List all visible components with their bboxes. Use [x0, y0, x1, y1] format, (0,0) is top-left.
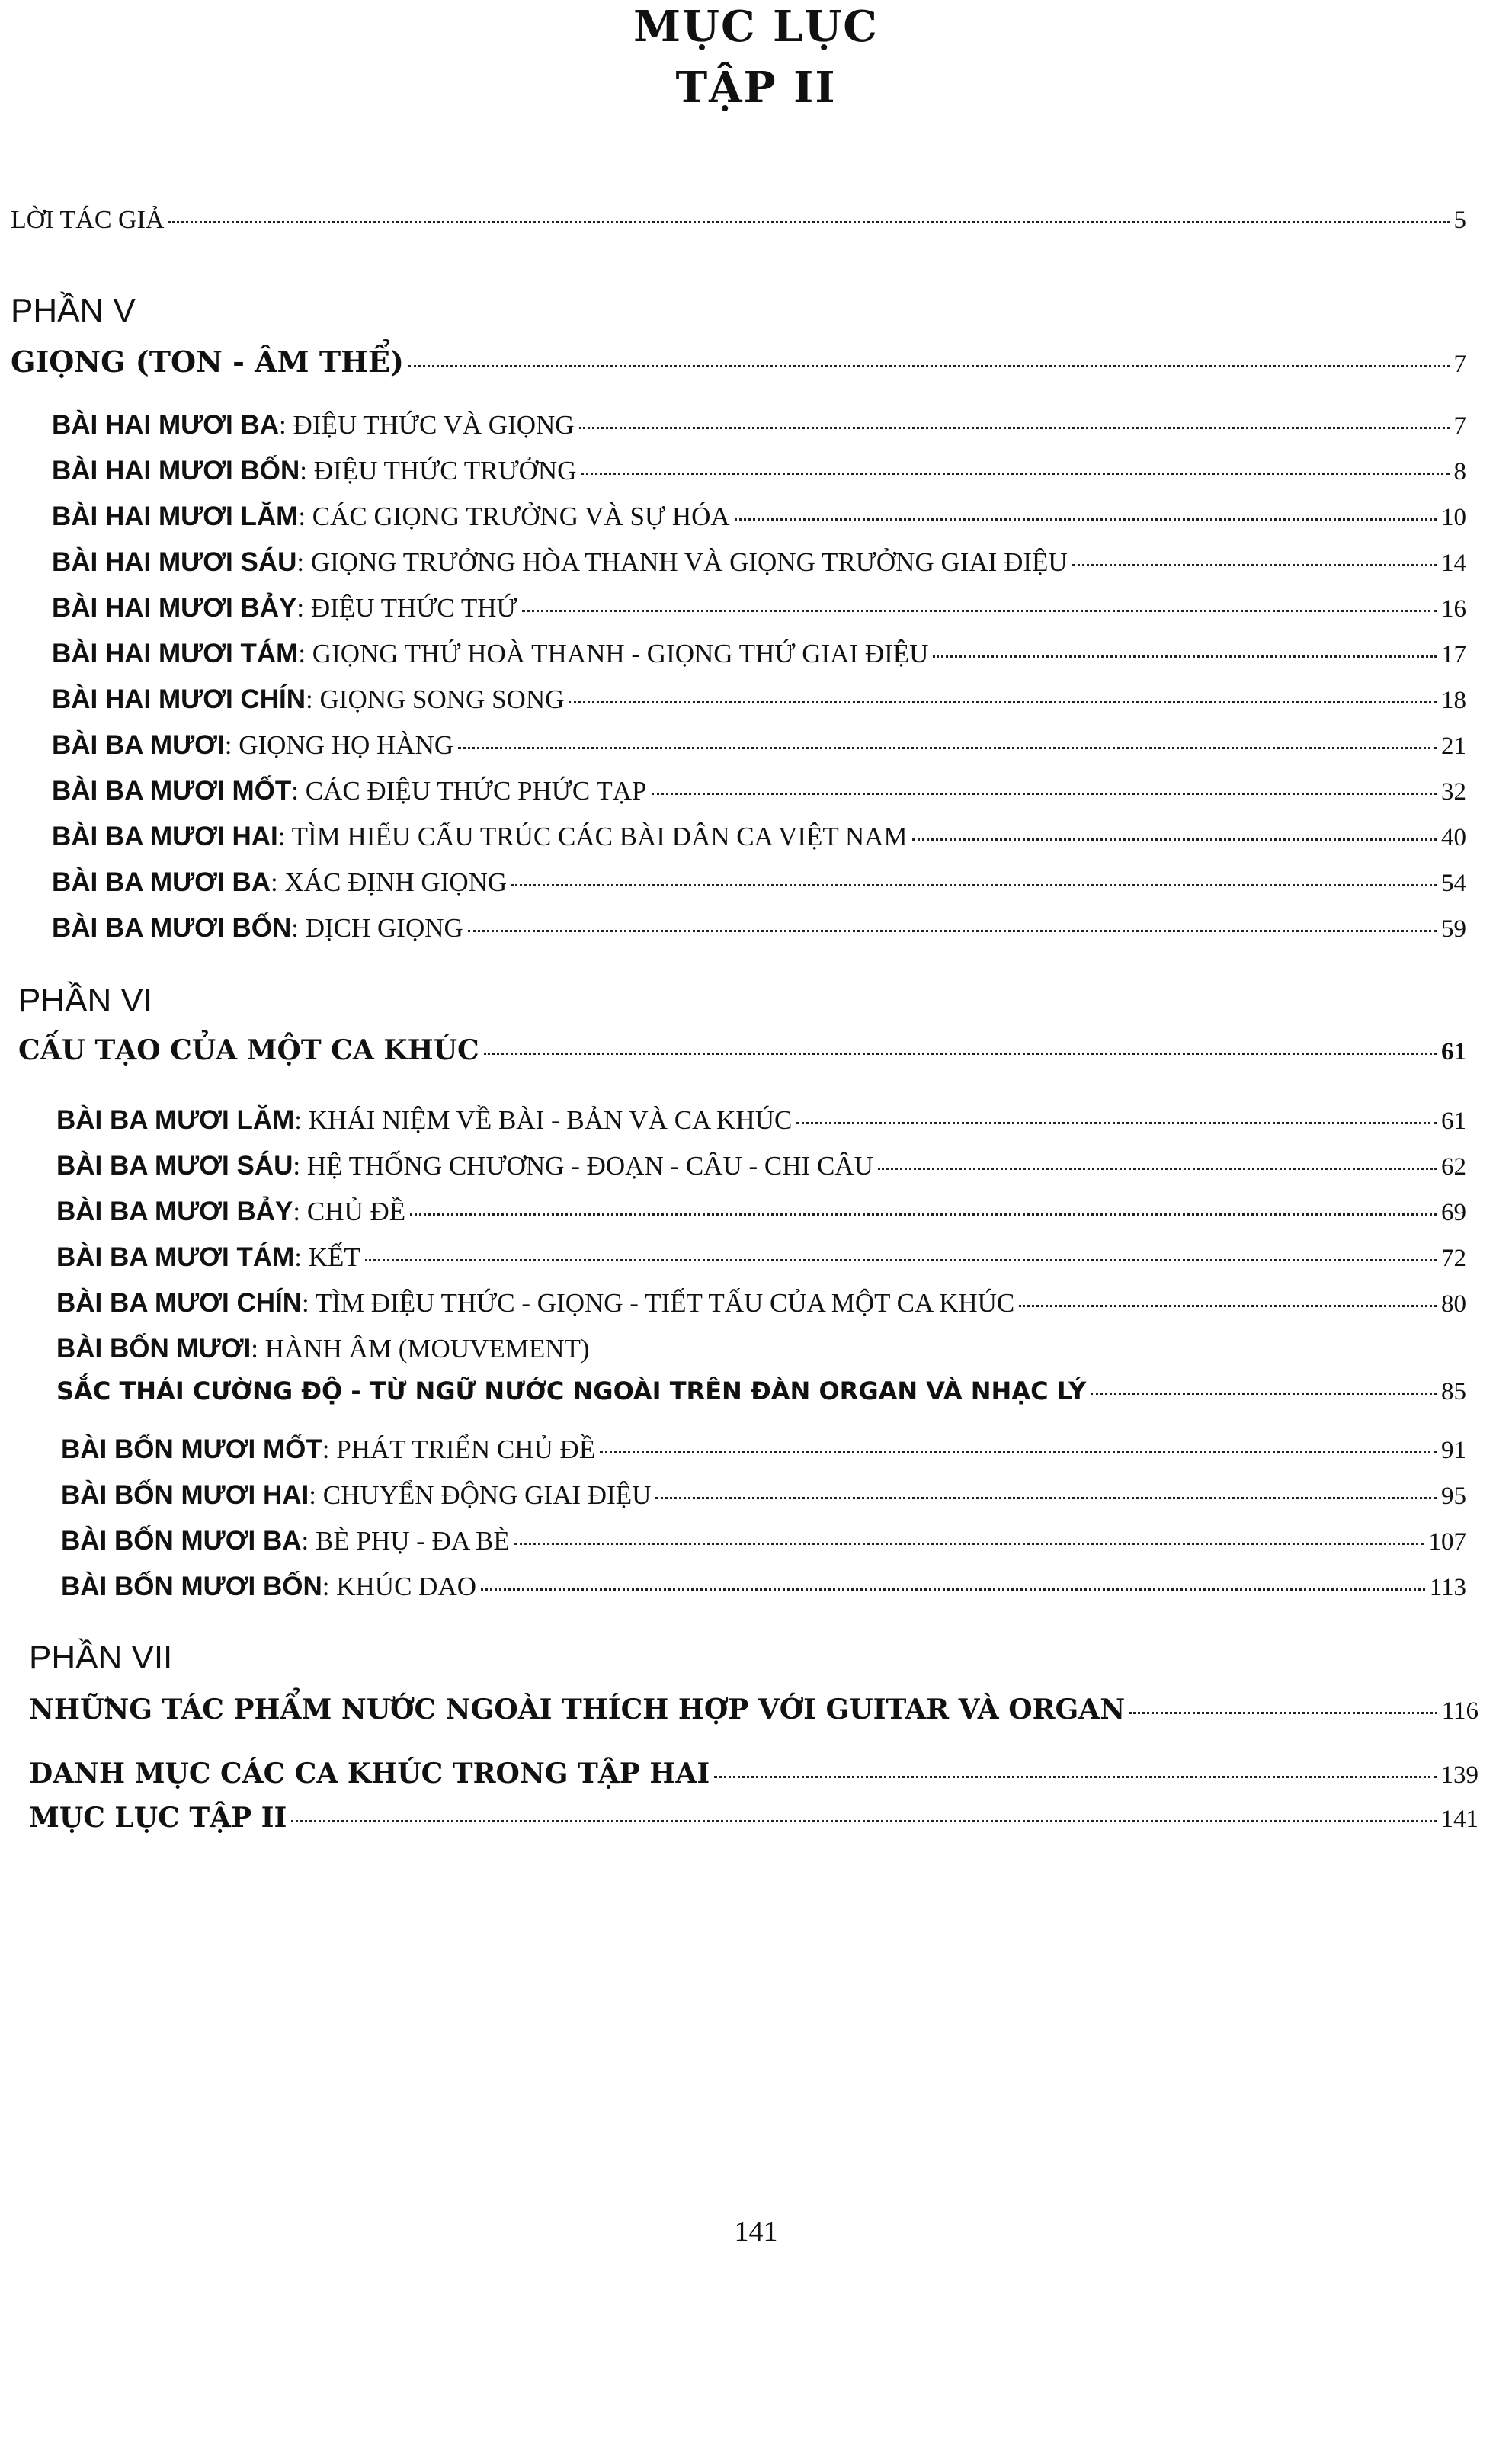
dot-leader [569, 701, 1437, 703]
dot-leader [1072, 564, 1437, 566]
lesson-topic: : KHÚC DAO [322, 1572, 477, 1601]
dot-leader [291, 1820, 1436, 1822]
lesson-topic: : KHÁI NIỆM VỀ BÀI - BẢN VÀ CA KHÚC [294, 1105, 793, 1135]
lesson-label: BÀI HAI MƯƠI BA [52, 410, 280, 440]
toc-entry-multiline-tail[interactable] [56, 1377, 1466, 1406]
toc-page-number: 8 [1453, 458, 1466, 486]
toc-page-number: 107 [1428, 1528, 1466, 1556]
lesson-label: BÀI BỐN MƯƠI MỐT [61, 1434, 322, 1464]
lesson-topic: : XÁC ĐỊNH GIỌNG [271, 867, 508, 897]
lesson-label: BÀI BA MƯƠI HAI [52, 822, 278, 851]
dot-leader [481, 1588, 1425, 1591]
lesson-label: BÀI BA MƯƠI SÁU [56, 1151, 293, 1181]
lesson-label: BÀI BA MƯƠI CHÍN [56, 1288, 303, 1318]
lesson-topic: : CHỦ ĐỀ [293, 1197, 406, 1226]
lesson-topic: : TÌM ĐIỆU THỨC - GIỌNG - TIẾT TẤU CỦA MỘT CA KHÚC [302, 1288, 1015, 1318]
toc-page-number: 69 [1441, 1199, 1466, 1226]
toc-entry[interactable] [61, 1572, 1466, 1602]
dot-leader [408, 365, 1450, 367]
toc-page-number: 61 [1441, 1038, 1466, 1066]
lesson-label: BÀI BA MƯƠI BẢY [56, 1197, 293, 1226]
dot-leader [933, 655, 1437, 658]
toc-page-number: 14 [1441, 550, 1466, 577]
toc-entry[interactable] [56, 1242, 1466, 1273]
toc-entry[interactable] [52, 730, 1466, 761]
lesson-topic: : KẾT [294, 1242, 360, 1272]
toc-entry[interactable] [56, 1151, 1466, 1181]
lesson-topic: : CÁC GIỌNG TRƯỞNG VÀ SỰ HÓA [298, 502, 730, 531]
lesson-topic-continuation: SẮC THÁI CƯỜNG ĐỘ - TỪ NGỮ NƯỚC NGOÀI TRÊN ĐÀN ORGAN VÀ NHẠC LÝ [56, 1377, 1087, 1405]
toc-page-number: 5 [1453, 207, 1466, 234]
toc-entry[interactable] [56, 1288, 1466, 1319]
lesson-label: BÀI BA MƯƠI MỐT [52, 776, 292, 806]
page-subtitle: TẬP II [675, 62, 837, 113]
toc-page-number: 80 [1441, 1290, 1466, 1318]
lesson-topic: : ĐIỆU THỨC THỨ [296, 593, 517, 623]
lesson-topic: : HỆ THỐNG CHƯƠNG - ĐOẠN - CÂU - CHI CÂU [293, 1151, 873, 1181]
toc-entry[interactable] [52, 547, 1466, 578]
toc-page-number: 61 [1441, 1107, 1466, 1135]
dot-leader [1129, 1712, 1437, 1714]
dot-leader [878, 1168, 1437, 1170]
toc-section[interactable] [18, 1034, 1466, 1066]
lesson-topic: : GIỌNG SONG SONG [306, 684, 565, 714]
lesson-label: BÀI HAI MƯƠI TÁM [52, 639, 299, 668]
lesson-topic: : TÌM HIỂU CẤU TRÚC CÁC BÀI DÂN CA VIỆT NAM [277, 822, 908, 851]
toc-entry[interactable] [52, 456, 1466, 486]
dot-leader [579, 427, 1450, 429]
lesson-topic: : DỊCH GIỌNG [291, 913, 463, 943]
toc-entry[interactable] [52, 913, 1466, 944]
toc-section[interactable] [29, 1694, 1478, 1726]
dot-leader [652, 793, 1437, 795]
toc-page-number: 18 [1441, 687, 1466, 714]
toc-entry-multiline-head[interactable] [56, 1334, 590, 1364]
lesson-topic: : GIỌNG TRƯỞNG HÒA THANH VÀ GIỌNG TRƯỞNG GIAI ĐIỆU [296, 547, 1068, 577]
toc-page-number: 59 [1441, 915, 1466, 943]
part-heading: PHẦN VII [29, 1639, 173, 1676]
toc-page-number: 113 [1429, 1574, 1466, 1601]
toc-section[interactable] [29, 1758, 1478, 1790]
toc-page-number: 32 [1441, 778, 1466, 806]
toc-page-number: 10 [1441, 504, 1466, 531]
dot-leader [522, 610, 1437, 612]
lesson-label: BÀI BỐN MƯƠI BỐN [61, 1572, 322, 1601]
lesson-label: BÀI BA MƯƠI BA [52, 867, 271, 897]
toc-section-label: MỤC LỤC TẬP II [29, 1802, 287, 1834]
toc-entry[interactable] [52, 410, 1466, 441]
toc-section-label: DANH MỤC CÁC CA KHÚC TRONG TẬP HAI [29, 1758, 710, 1790]
toc-page-number: 17 [1441, 641, 1466, 668]
toc-section-label: NHỮNG TÁC PHẨM NƯỚC NGOÀI THÍCH HỢP VỚI GUITAR VÀ ORGAN [29, 1694, 1126, 1726]
toc-section[interactable] [11, 345, 1466, 379]
toc-entry[interactable] [52, 502, 1466, 532]
lesson-topic: : ĐIỆU THỨC TRƯỞNG [300, 456, 577, 486]
toc-page-number: 139 [1440, 1761, 1478, 1789]
dot-leader [735, 518, 1437, 521]
toc-entry[interactable] [56, 1197, 1466, 1227]
toc-entry[interactable] [52, 593, 1466, 623]
page-number: 141 [734, 2216, 778, 2248]
toc-page-number: 116 [1441, 1697, 1478, 1725]
toc-entry[interactable] [52, 639, 1466, 669]
dot-leader [796, 1122, 1437, 1124]
lesson-label: BÀI BỐN MƯƠI BA [61, 1526, 302, 1556]
toc-page-number: 141 [1440, 1806, 1478, 1833]
lesson-topic: : BÈ PHỤ - ĐA BÈ [301, 1526, 510, 1556]
lesson-label: BÀI HAI MƯƠI CHÍN [52, 684, 306, 714]
dot-leader [410, 1213, 1437, 1216]
lesson-label: BÀI BA MƯƠI TÁM [56, 1242, 295, 1272]
lesson-label: BÀI BỐN MƯƠI [56, 1334, 251, 1364]
part-heading: PHẦN VI [18, 982, 153, 1019]
toc-section-label: CẤU TẠO CỦA MỘT CA KHÚC [18, 1034, 479, 1066]
toc-entry[interactable] [56, 1105, 1466, 1136]
dot-leader [468, 930, 1437, 932]
lesson-topic: : PHÁT TRIỂN CHỦ ĐỀ [322, 1434, 596, 1464]
lesson-topic: : GIỌNG HỌ HÀNG [224, 730, 454, 760]
dot-leader [484, 1053, 1437, 1055]
lesson-label: BÀI BA MƯƠI BỐN [52, 913, 292, 943]
dot-leader [514, 1543, 1424, 1545]
dot-leader [365, 1259, 1437, 1261]
toc-page-number: 85 [1441, 1378, 1466, 1405]
toc-entry[interactable] [61, 1480, 1466, 1511]
lesson-label: BÀI HAI MƯƠI SÁU [52, 547, 297, 577]
toc-page-number: 21 [1441, 732, 1466, 760]
dot-leader [655, 1497, 1437, 1499]
lesson-topic: : ĐIỆU THỨC VÀ GIỌNG [279, 410, 575, 440]
toc-entry[interactable] [61, 1526, 1466, 1556]
lesson-label: BÀI HAI MƯƠI LĂM [52, 502, 299, 531]
toc-entry[interactable] [52, 684, 1466, 715]
toc-page-number: 40 [1441, 824, 1466, 851]
toc-page-number: 16 [1441, 595, 1466, 623]
dot-leader [1091, 1393, 1437, 1395]
lesson-label: BÀI BA MƯƠI LĂM [56, 1105, 295, 1135]
toc-entry[interactable] [52, 867, 1466, 898]
toc-page-number: 62 [1441, 1153, 1466, 1181]
toc-page-number: 7 [1453, 412, 1466, 440]
toc-section[interactable] [29, 1802, 1478, 1834]
lesson-label: BÀI HAI MƯƠI BẢY [52, 593, 297, 623]
dot-leader [1019, 1305, 1437, 1307]
toc-label: LỜI TÁC GIẢ [11, 206, 165, 234]
lesson-topic: : CHUYỂN ĐỘNG GIAI ĐIỆU [309, 1480, 652, 1510]
toc-page-number: 54 [1441, 870, 1466, 897]
dot-leader [511, 884, 1437, 886]
lesson-topic: : HÀNH ÂM (MOUVEMENT) [251, 1334, 590, 1364]
lesson-topic: : CÁC ĐIỆU THỨC PHỨC TẠP [291, 776, 647, 806]
dot-leader [168, 221, 1449, 223]
dot-leader [714, 1776, 1436, 1778]
dot-leader [581, 473, 1449, 475]
toc-entry[interactable] [61, 1434, 1466, 1465]
toc-entry[interactable] [52, 776, 1466, 806]
toc-entry[interactable] [52, 822, 1466, 852]
lesson-label: BÀI BỐN MƯƠI HAI [61, 1480, 309, 1510]
toc-page-number: 91 [1441, 1437, 1466, 1464]
lesson-label: BÀI BA MƯƠI [52, 730, 225, 760]
dot-leader [600, 1451, 1437, 1453]
page-title: MỤC LỤC [633, 2, 879, 52]
dot-leader [912, 838, 1437, 841]
lesson-label: BÀI HAI MƯƠI BỐN [52, 456, 300, 486]
dot-leader [458, 747, 1437, 749]
toc-entry-preface[interactable] [11, 206, 1466, 235]
toc-page-number: 7 [1453, 351, 1466, 378]
lesson-topic: : GIỌNG THỨ HOÀ THANH - GIỌNG THỨ GIAI ĐIỆU [298, 639, 929, 668]
toc-page-number: 72 [1441, 1245, 1466, 1272]
part-heading: PHẦN V [11, 292, 136, 329]
toc-page-number: 95 [1441, 1482, 1466, 1510]
toc-section-label: GIỌNG (TON - ÂM THỂ) [11, 345, 404, 379]
